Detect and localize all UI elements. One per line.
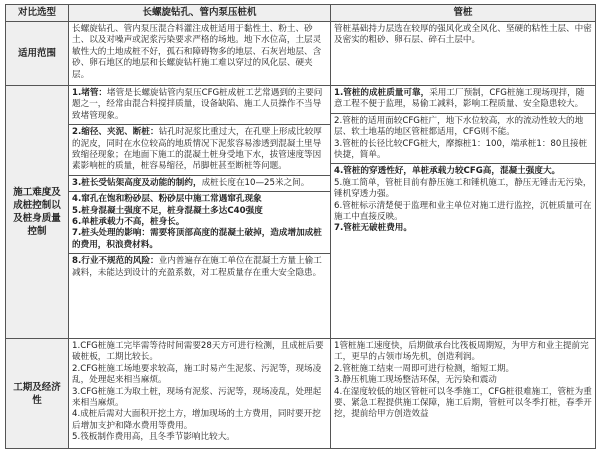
row-scope [6, 22, 596, 86]
block-line: 6.管桩标示清楚便于监理和业主单位对施工进行监控，沉桩质量可在施工中直接反映。 [334, 200, 592, 223]
block-line: 5.桩身混凝土强度不足，桩身混凝土多达C40强度 [72, 205, 263, 216]
period-line: 3.静压机施工现场整洁环保，无污染和震动 [334, 375, 497, 386]
header-comparison-type: 对比选型 [6, 5, 69, 22]
block-line: 4.窜孔在饱和粉砂层、粉砂层中施工常遇窜孔现象 [72, 194, 262, 205]
comparison-table [5, 4, 596, 449]
period-pile-cell [331, 339, 596, 449]
row-period [6, 339, 596, 449]
comparison-document [5, 4, 595, 450]
block-text: 钻孔时泥浆比重过大，在孔壁上形成比较厚的泥皮，同时在水位较高的地质情况下泥浆容易渗透到混凝土里导致缩径现象；在地面下施工的混凝土桩身受地下水，拔管速度等因素影响桩的质量，桩容易缩径，吊脚桩甚至断桩等问题。 [72, 127, 322, 172]
header-row [6, 5, 596, 22]
block-line: 2.管桩的适用面较CFG桩广，地下水位较高，水的流动性较大的地层、软土地基的地区管桩都适用，CFG则不能。 [334, 115, 584, 138]
block-heading: 3.桩长受钻架高度及动能的制约， [72, 177, 202, 188]
block-heading: 1.堵管： [72, 88, 108, 98]
rowhead-period: 工期及经济性 [6, 339, 69, 449]
difficulty-cfg-block-1 [69, 86, 330, 125]
period-line: 4.成桩后需对大面积开挖土方，增加现场的土方费用，同时要开挖后增加支护和降水费用等费用。 [72, 409, 321, 431]
scope-cfg-text: 长螺旋钻孔、管内泵压混合料灌注成桩适用于黏性土、粉土、砂土、以及对噪声或泥浆污染要求严格的场地。地下水位高，土层灵敏性大的土地成桩不好，孤石和障碍物多的地层、石灰岩地层、含砂、卵石地区的地层和长螺旋钻杆施工难以穿过的风化层、硬夹层。 [72, 24, 322, 80]
block-line: 4.管桩的穿透性好，单桩承载力较CFG高，混凝土强度大。 [334, 166, 561, 177]
period-line: 3.CFG桩施工为取土桩，现场有泥浆、污泥等，现场凌乱，处理起来相当麻烦。 [72, 386, 322, 409]
block-heading: 8.行业不规范的风险： [72, 256, 159, 267]
difficulty-pile-block-3 [331, 164, 595, 236]
header-pipe-pile: 管桩 [331, 5, 596, 22]
header-long-auger-cfg: 长螺旋钻孔、管内泵压桩机 [69, 5, 331, 22]
scope-pile-cell [331, 22, 596, 86]
period-line: 5.筏板制作费用高，且冬季节影响比较大。 [72, 432, 235, 443]
difficulty-cfg-block-2 [69, 125, 330, 176]
block-line: 7.管桩无破桩费用。 [334, 223, 412, 234]
period-line: 1.CFG桩施工完毕需等待时间需要28天方可进行检测，且成桩后要破桩板，工期比较长。 [72, 341, 324, 363]
scope-pile-text: 管桩基础持力层选在较厚的强风化或全风化、坚硬的粘性土层、中密及密实的粗砂、卵石层、碎石土层中。 [334, 24, 592, 46]
period-cfg-cell [69, 339, 331, 449]
block-line: 5.施工简单，管桩目前有静压施工和锤机施工，静压无锤击无污染，锤机穿透力强。 [334, 177, 592, 200]
block-line: 6.单桩承载力不高，桩身长。 [72, 217, 185, 228]
difficulty-cfg-block-4 [69, 192, 330, 254]
difficulty-cfg-block-3 [69, 176, 330, 192]
period-line: 2.CFG桩施工场地要求较高，施工时易产生泥浆、污泥等，现场凌乱，处理起来相当麻烦。 [72, 363, 322, 386]
rowhead-scope: 适用范围 [6, 22, 69, 86]
difficulty-pile-block-1 [331, 86, 595, 114]
block-text: 堵管是长螺旋钻管内泵压CFG桩成桩工艺常遇到的主要问题之一，经常由混合料搅拌质量，设备缺陷、施工人员操作不当导致堵管现象。 [72, 88, 323, 121]
difficulty-pile-block-2 [331, 114, 595, 165]
row-difficulty [6, 86, 596, 339]
period-line: 2.管桩施工结束一周即可进行检测，缩短工期。 [334, 363, 515, 374]
scope-cfg-cell [69, 22, 331, 86]
period-line: 1管桩施工速度快，后期做承台比筏板周期短，为甲方和业主提前完工，更早的占领市场先机，创造利润。 [334, 341, 589, 363]
block-line: 3.管桩的长径比较CFG桩大，摩擦桩1：100，端承桩1：80且接桩快捷，简单。 [334, 138, 588, 161]
block-heading: 2.缩径、夹泥、断桩： [72, 127, 159, 138]
difficulty-pile-cell [331, 86, 596, 339]
period-line: 4.在湿度较低的地区管桩可以冬季施工，CFG桩很难施工，管桩为重要、紧急工程提供施工保障，施工后期，管桩可以冬季打桩，春季开挖，提前给甲方创造效益 [334, 386, 592, 420]
block-heading: 1.管桩的成桩质量可靠， [334, 88, 430, 98]
difficulty-cfg-cell [69, 86, 331, 339]
rowhead-difficulty: 施工难度及成桩控制以及桩身质量控制 [6, 86, 69, 339]
block-text: 成桩长度在10—25米之间。 [201, 177, 310, 188]
difficulty-cfg-block-5 [69, 254, 330, 281]
block-text: 业内普遍存在施工单位在混凝土方量上偷工减料，未能达到设计的充盈系数，对工程质量存在重大安全隐患。 [72, 256, 322, 278]
block-line: 7.桩头处理的影响：需要将顶部高度的混凝土破掉，造成增加成桩的费用，积浪费材料。 [72, 228, 322, 250]
block-text: 采用工厂预制，CFG桩施工现场现拌，随意工程不便于监理，易偷工减料，影响工程质量、安全隐患较大。 [334, 88, 585, 110]
